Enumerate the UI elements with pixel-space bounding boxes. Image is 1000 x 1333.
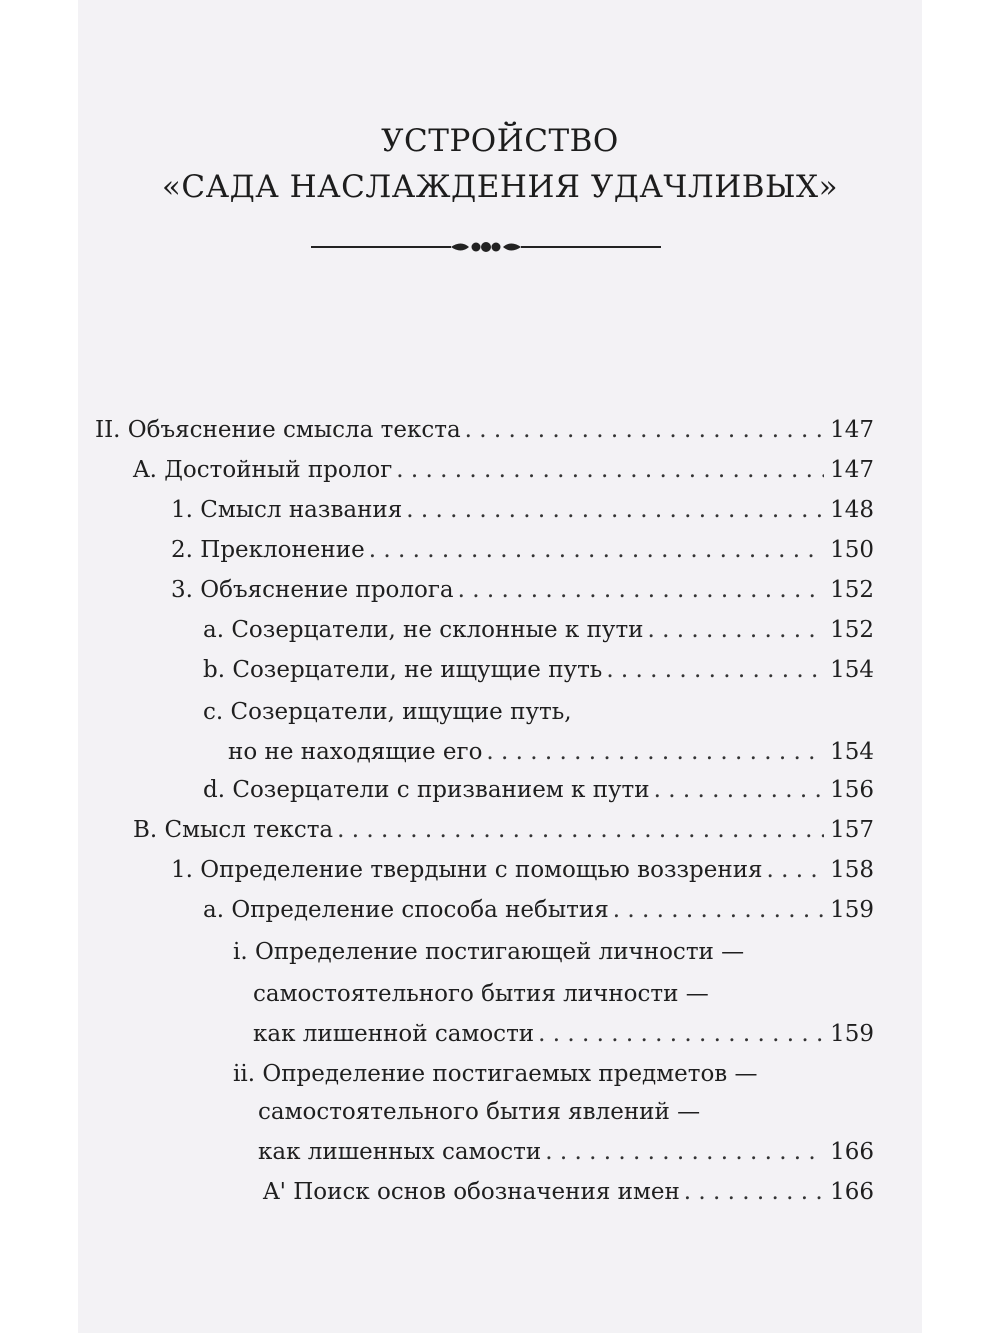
toc-entry[interactable] [171,855,874,885]
toc-entry[interactable] [171,495,874,525]
chapter-header [78,118,922,210]
toc-entry-title: самостоятельного бытия явлений — [258,1099,701,1125]
toc-entry-page: 159 [830,897,874,923]
toc-leader-dots [465,415,824,445]
toc-entry[interactable] [203,615,874,645]
toc-entry[interactable] [233,937,874,967]
toc-leader-dots [545,1137,824,1167]
toc-leader-dots [337,815,824,845]
toc-entry-title: i. Определение постигающей личности — [233,939,745,965]
toc-entry-title: как лишенных самости [258,1139,542,1165]
toc-entry-title: ii. Определение постигаемых предметов — [233,1061,758,1087]
toc-entry-title: но не находящие его [228,739,483,765]
toc-entry-page: 150 [830,537,874,563]
toc-entry-title: как лишенной самости [253,1021,535,1047]
toc-entry-title: c. Созерцатели, ищущие путь, [203,699,572,725]
toc-entry-title: b. Созерцатели, не ищущие путь [203,657,603,683]
toc-leader-dots [538,1019,824,1049]
toc-leader-dots [369,535,824,565]
toc-entry[interactable] [203,697,874,727]
toc-entry-title: d. Созерцатели с призванием к пути [203,777,650,803]
toc-leader-dots [684,1177,824,1207]
toc-entry[interactable] [258,1137,874,1167]
chapter-title-line-1: УСТРОЙСТВО [381,123,619,159]
toc-entry[interactable] [263,1177,874,1207]
toc-leader-dots [613,895,824,925]
toc-entry-page: 152 [830,617,874,643]
toc-leader-dots [406,495,824,525]
toc-entry[interactable] [171,535,874,565]
toc-entry[interactable] [228,737,874,767]
toc-entry[interactable] [203,655,874,685]
toc-leader-dots [654,775,824,805]
toc-entry-title: II. Объяснение смысла текста [95,417,461,443]
toc-entry-title: A. Достойный пролог [133,457,393,483]
toc-entry-page: 154 [830,657,874,683]
toc-entry-page: 152 [830,577,874,603]
toc-entry-page: 147 [830,417,874,443]
toc-entry[interactable] [258,1097,874,1127]
toc-entry-title: B. Смысл текста [133,817,334,843]
toc-entry-title: a. Созерцатели, не склонные к пути [203,617,644,643]
toc-entry[interactable] [203,775,874,805]
toc-entry-title: 1. Смысл названия [171,497,403,523]
toc-entry-page: 158 [830,857,874,883]
toc-entry-page: 166 [830,1139,874,1165]
toc-entry-page: 147 [830,457,874,483]
toc-entry-title: 3. Объяснение пролога [171,577,454,603]
toc-entry[interactable] [253,1019,874,1049]
toc-entry-page: 154 [830,739,874,765]
toc-entry-page: 157 [830,817,874,843]
toc-entry[interactable] [95,415,874,445]
toc-entry-page: 156 [830,777,874,803]
toc-leader-dots [767,855,824,885]
toc-leader-dots [648,615,824,645]
toc-entry[interactable] [253,979,874,1009]
toc-entry[interactable] [133,815,874,845]
toc-entry-page: 148 [830,497,874,523]
toc-entry-page: 159 [830,1021,874,1047]
ornament-divider-icon [311,236,661,256]
toc-leader-dots [606,655,824,685]
toc-entry[interactable] [171,575,874,605]
toc-entry-title: самостоятельного бытия личности — [253,981,709,1007]
book-page [78,0,922,1333]
toc-entry[interactable] [233,1059,874,1089]
chapter-title-line-2: «САДА НАСЛАЖДЕНИЯ УДАЧЛИВЫХ» [161,169,839,205]
toc-entry[interactable] [133,455,874,485]
toc-entry-page: 166 [830,1179,874,1205]
toc-leader-dots [458,575,824,605]
toc-entry-title: a. Определение способа небытия [203,897,609,923]
toc-entry-title: 1. Определение твердыни с помощью воззрения [171,857,763,883]
toc-leader-dots [396,455,824,485]
toc-entry-title: 2. Преклонение [171,537,365,563]
toc-leader-dots [486,737,824,767]
toc-entry[interactable] [203,895,874,925]
toc-entry-title: A' Поиск основ обозначения имен [263,1179,680,1205]
